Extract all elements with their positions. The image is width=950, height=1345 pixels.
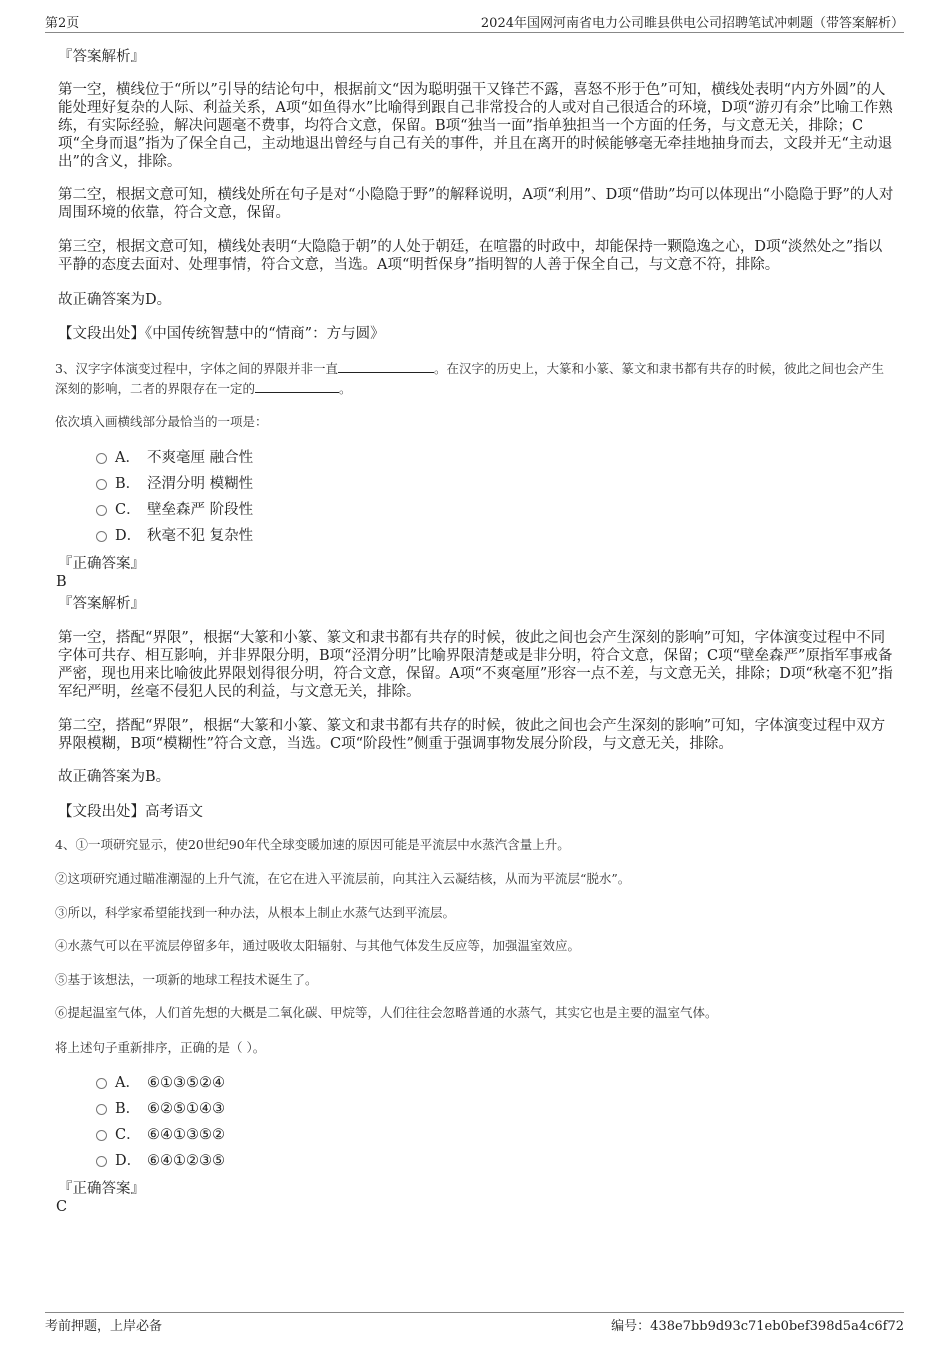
q4-option-d[interactable]: D． ⑥④①②③⑤ bbox=[96, 1151, 225, 1171]
radio-icon[interactable] bbox=[96, 1130, 107, 1141]
q2-conclusion: 故正确答案为D。 bbox=[58, 292, 172, 308]
document-title: 2024年国网河南省电力公司睢县供电公司招聘笔试冲刺题（带答案解析） bbox=[480, 16, 904, 31]
footer-slogan: 考前押题，上岸必备 bbox=[45, 1319, 163, 1334]
q3-answer-label: 『正确答案』 bbox=[58, 556, 145, 572]
q2-source: 【文段出处】《中国传统智慧中的“情商”：方与圆》 bbox=[58, 326, 385, 342]
radio-icon[interactable] bbox=[96, 531, 107, 542]
q4-sentence-4: ④水蒸气可以在平流层停留多年，通过吸收太阳辐射、与其他气体发生反应等，加强温室效应。 bbox=[55, 938, 581, 953]
q3-option-d[interactable]: D． 秋毫不犯 复杂性 bbox=[96, 526, 253, 546]
q4-sentence-2: ②这项研究通过瞄准潮湿的上升气流，在它在进入平流层前，向其注入云凝结核，从而为平流层“脱水”。 bbox=[55, 871, 631, 886]
q4-sentence-6: ⑥提起温室气体，人们首先想的大概是二氧化碳、甲烷等，人们往往会忽略普通的水蒸气，其实它也是主要的温室气体。 bbox=[55, 1005, 718, 1020]
q3-analysis-p1: 第一空，搭配“界限”，根据“大篆和小篆、篆文和隶书都有共存的时候，彼此之间也会产生深刻的影响”可知，字体演变过程中不同字体可共存、相互影响，并非界限分明，B项“泾渭分明”比喻界限清楚或是非分明，符合文意，保留；C项“壁垒森严”原指军事戒备严密，现也用来比喻彼此界限划得很分明，符合文意，保留。A项“不爽毫厘”形容一点不差，与文意无关，排除；D项“秋毫不犯”指军纪严明，丝毫不侵犯人民的利益，与文意无关，排除。 bbox=[58, 630, 893, 700]
q3-blank-1 bbox=[338, 360, 434, 373]
q4-answer: C bbox=[56, 1199, 68, 1215]
q2-analysis-p2: 第二空，根据文意可知，横线处所在句子是对“小隐隐于野”的解释说明，A项“利用”、D项“借助”均可以体现出“小隐隐于野”的人对周围环境的依靠，符合文意，保留。 bbox=[58, 187, 894, 221]
radio-icon[interactable] bbox=[96, 453, 107, 464]
q3-analysis-label: 『答案解析』 bbox=[58, 596, 145, 612]
q4-prompt: 将上述句子重新排序，正确的是（ ）。 bbox=[55, 1040, 266, 1055]
q4-sentence-1: 4、①一项研究显示，使20世纪90年代全球变暖加速的原因可能是平流层中水蒸汽含量上升。 bbox=[55, 837, 570, 852]
q4-option-c[interactable]: C． ⑥④①③⑤② bbox=[96, 1125, 225, 1145]
q4-sentence-3: ③所以，科学家希望能找到一种办法，从根本上制止水蒸气达到平流层。 bbox=[55, 905, 456, 920]
q3-prompt: 依次填入画横线部分最恰当的一项是： bbox=[55, 414, 268, 429]
q2-analysis-p3: 第三空，根据文意可知，横线处表明“大隐隐于朝”的人处于朝廷，在喧嚣的时政中，却能保持一颗隐逸之心，D项“淡然处之”指以平静的态度去面对、处理事情，符合文意，当选。A项“明哲保身”指明智的人善于保全自己，与文意不符，排除。 bbox=[58, 239, 883, 273]
page-header bbox=[45, 12, 904, 33]
q4-option-b[interactable]: B． ⑥②⑤①④③ bbox=[96, 1099, 225, 1119]
page-number: 第2页 bbox=[45, 16, 80, 31]
q3-blank-2 bbox=[255, 380, 339, 393]
q4-sentence-5: ⑤基于该想法，一项新的地球工程技术诞生了。 bbox=[55, 972, 318, 987]
radio-icon[interactable] bbox=[96, 505, 107, 516]
q4-option-a[interactable]: A． ⑥①③⑤②④ bbox=[96, 1073, 225, 1093]
q3-conclusion: 故正确答案为B。 bbox=[58, 769, 171, 785]
q3-answer: B bbox=[56, 574, 67, 590]
q3-analysis-p2: 第二空，搭配“界限”，根据“大篆和小篆、篆文和隶书都有共存的时候，彼此之间也会产生深刻的影响”可知，字体演变过程中双方界限模糊，B项“模糊性”符合文意，当选。C项“阶段性”侧重于强调事物发展分阶段，与文意无关，排除。 bbox=[58, 718, 886, 752]
radio-icon[interactable] bbox=[96, 1104, 107, 1115]
radio-icon[interactable] bbox=[96, 1156, 107, 1167]
q2-analysis-p1: 第一空，横线位于“所以”引导的结论句中，根据前文“因为聪明强干又锋芒不露，喜怒不形于色”可知，横线处表明“内方外圆”的人能处理好复杂的人际、利益关系，A项“如鱼得水”比喻得到跟自己非常投合的人或对自己很适合的环境，D项“游刃有余”比喻工作熟练，有实际经验，解决问题毫不费事，均符合文意，保留。B项“独当一面”指单独担当一个方面的任务，与文意无关，排除；C项“全身而退”指为了保全自己，主动地退出曾经与自己有关的事件，并且在离开的时候能够毫无牵挂地抽身而去，文段并无“主动退出”的含义，排除。 bbox=[58, 82, 893, 170]
radio-icon[interactable] bbox=[96, 479, 107, 490]
page-footer bbox=[45, 1312, 904, 1335]
q3-option-a[interactable]: A． 不爽毫厘 融合性 bbox=[96, 448, 253, 468]
q3-stem: 3、汉字字体演变过程中，字体之间的界限并非一直 。在汉字的历史上，大篆和小篆、篆文和隶书都有共存的时候，彼此之间也会产生深刻的影响，二者的界限存在一定的 。 bbox=[55, 361, 884, 396]
q2-analysis-label: 『答案解析』 bbox=[58, 49, 145, 65]
q4-answer-label: 『正确答案』 bbox=[58, 1181, 145, 1197]
document-code: 编号：438e7bb9d93c71eb0bef398d5a4c6f72 bbox=[611, 1319, 904, 1334]
q3-option-b[interactable]: B． 泾渭分明 模糊性 bbox=[96, 474, 253, 494]
q3-source: 【文段出处】高考语文 bbox=[58, 804, 203, 820]
q3-option-c[interactable]: C． 壁垒森严 阶段性 bbox=[96, 500, 253, 520]
radio-icon[interactable] bbox=[96, 1078, 107, 1089]
